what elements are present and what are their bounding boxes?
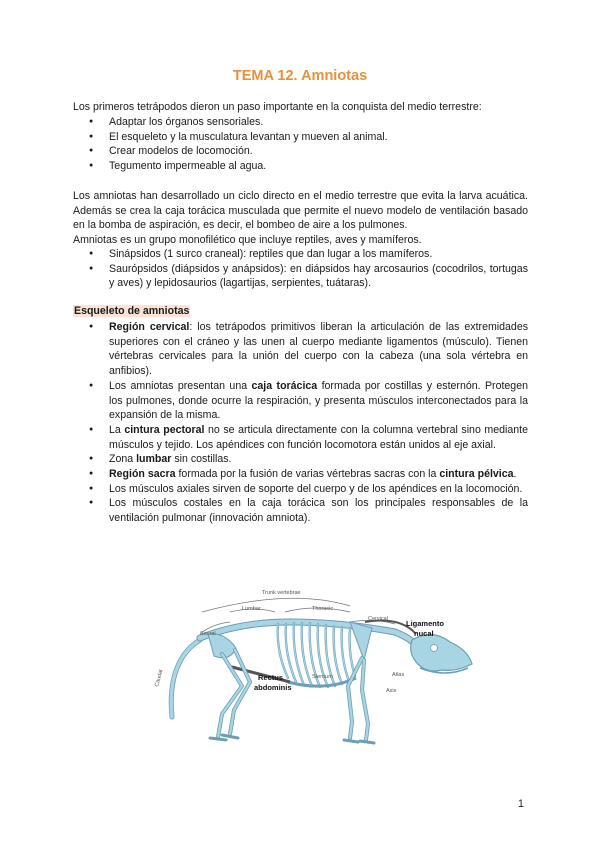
- scapula-bone: [350, 622, 372, 660]
- list-item: ● Los amniotas presentan una caja torácica formada por costillas y esternón. Protegen los pulmones, donde ocurre la respiración, y presenta músculos interconectados para la expansión de la misma.: [73, 379, 528, 423]
- list-item: ● Tegumento impermeable al agua.: [73, 159, 528, 174]
- list-item: ● Sinápsidos (1 surco craneal): reptiles que dan lugar a los mamíferos.: [73, 247, 528, 262]
- skeleton-figure: [150, 582, 490, 752]
- skeleton-list: [73, 320, 528, 526]
- list-item: ● Zona lumbar sin costillas.: [73, 452, 528, 467]
- label-cervical: Cervical: [368, 616, 388, 622]
- term-cervical: Región cervical: [109, 321, 190, 333]
- label-nucal: nucal: [414, 629, 434, 638]
- list-item: ● Los músculos axiales sirven de soporte del cuerpo y de los apéndices en la locomoción.: [73, 482, 528, 497]
- label-axis: Axis: [386, 688, 397, 694]
- term-sacral: Región sacra: [109, 468, 176, 481]
- label-lumbar: Lumbar: [242, 606, 261, 612]
- groups-list: [73, 247, 528, 291]
- skull-bone: [411, 634, 472, 671]
- label-ligamento: Ligamento: [406, 619, 444, 628]
- label-trunk: Trunk vertebrae: [262, 590, 301, 596]
- term-lumbar: lumbar: [136, 453, 172, 466]
- list-item: ● Región sacra formada por la fusión de varias vértebras sacras con la cintura pélvica.: [73, 467, 528, 482]
- intro-paragraph: Los primeros tetrápodos dieron un paso importante en la conquista del medio terrestre:: [73, 101, 482, 113]
- label-thoracic: Thoracic: [312, 606, 334, 612]
- list-item: ● Crear modelos de locomoción.: [73, 144, 528, 159]
- amniotes-paragraph: Los amniotas han desarrollado un ciclo directo en el medio terrestre que evita la larva acuática. Además se crea la caja torácica musculada que permite el nuevo modelo de ventilación basado en la bomba de aspiración, es decir, el bombeo de aire a los pulmones.: [73, 190, 528, 232]
- page-title: TEMA 12. Amniotas: [232, 68, 368, 84]
- term-thoracic-cage: caja torácica: [251, 379, 318, 392]
- section-heading: Esqueleto de amniotas: [74, 305, 190, 317]
- list-item: ● Adaptar los órganos sensoriales.: [73, 115, 528, 130]
- page-number: 1: [518, 798, 524, 810]
- label-caudal: Caudal: [154, 669, 165, 688]
- eye-orbit: [431, 645, 438, 652]
- hind-foot: [210, 735, 238, 740]
- label-sternum: Sternum: [312, 674, 333, 680]
- intro-list: [73, 115, 528, 174]
- term-pelvic-girdle: cintura pélvica: [439, 468, 514, 481]
- list-item: ● Región cervical: los tetrápodos primitivos liberan la articulación de las extremidades superiores con el cráneo y las unen al cuerpo mediante ligamentos (músculo). Tienen vértebras cervicales para la unión del cuerpo con la cabeza (una sola vértebra en anfibios).: [73, 320, 528, 379]
- label-rectus: Rectus: [258, 673, 284, 682]
- label-abdominis: abdominis: [254, 683, 292, 692]
- list-item: ● La cintura pectoral no se articula directamente con la columna vertebral sino mediante músculos y tejido. Los apéndices con función locomotora están unidos al eje axial.: [73, 423, 528, 452]
- fore-foot: [344, 740, 374, 743]
- monophyletic-paragraph: Amniotas es un grupo monofilético que incluye reptiles, aves y mamíferos.: [73, 234, 422, 246]
- list-item: ● Saurópsidos (diápsidos y anápsidos): en diápsidos hay arcosaurios (cocodrilos, tortugas y aves) y lepidosaurios (lagartijas, serpientes, tuátaras).: [73, 262, 528, 291]
- list-item: ● El esqueleto y la musculatura levantan y mueven al animal.: [73, 130, 528, 145]
- list-item: ● Los músculos costales en la caja torácica son los principales responsables de la ventilación pulmonar (innovación amniota).: [73, 496, 528, 525]
- term-pectoral-girdle: cintura pectoral: [124, 423, 205, 436]
- label-sacral: Sacral: [200, 631, 216, 637]
- hind-limb: [218, 650, 250, 737]
- label-atlas: Atlas: [392, 672, 405, 678]
